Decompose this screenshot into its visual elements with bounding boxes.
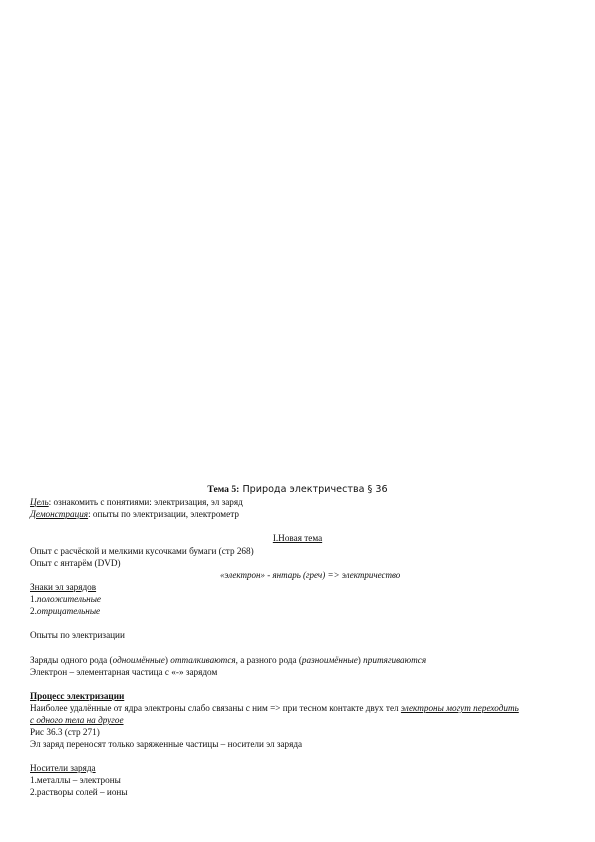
list-number: 1. [30,594,37,604]
demo-line [30,509,239,520]
experiment-comb: Опыт с расчёской и мелкими кусочками бумаги (стр 268) [30,546,254,556]
text-span: одноимённые [112,655,165,665]
process-line-1 [30,703,519,714]
text-span: ) [164,655,171,665]
goal-text: : ознакомить с понятиями: электризация, эл заряд [48,497,243,507]
text-span: ) [357,655,364,665]
etymology-line: «электрон» - янтарь (греч) => электричество [220,570,401,580]
experiments-line: Опыты по электризации [30,630,125,640]
electron-definition: Электрон – элементарная частица с «-» зарядом [30,667,218,677]
charge-signs-heading: Знаки эл зарядов [30,582,97,592]
charge-rule-line [30,655,426,666]
goal-line [30,497,243,508]
process-line-2: с одного тела на другое [30,715,124,725]
page-title [30,484,565,495]
text-span: Заряды одного рода ( [30,655,113,665]
charge-sign-negative [30,606,100,617]
experiment-amber: Опыт с янтарём (DVD) [30,558,121,568]
charge-sign-positive [30,594,101,605]
text-span: Наиболее удалённые от ядра электроны слабо связаны с ним => при тесном контакте двух тел [30,703,401,713]
title-label: Тема 5: [207,484,240,495]
list-number: 2. [30,606,37,616]
list-item-text: отрицательные [36,606,101,616]
section-heading-text: I.Новая тема [272,533,323,543]
text-span: , а разного рода ( [235,655,302,665]
text-span: разноимённые [301,655,358,665]
text-span: отталкиваются [170,655,236,665]
carrier-salt-solutions: 2.растворы солей – ионы [30,787,128,797]
title-text: Природа электричества § 36 [242,484,388,495]
process-heading: Процесс электризации [30,691,125,701]
figure-reference: Рис 36.3 (стр 271) [30,727,100,737]
section-heading [30,533,565,544]
carriers-heading: Носители заряда [30,763,96,773]
text-span: притягиваются [363,655,427,665]
demo-label: Демонстрация [30,509,89,519]
goal-label: Цель [30,497,49,507]
document-page [30,0,565,842]
list-item-text: положительные [36,594,102,604]
charge-transfer-line: Эл заряд переносят только заряженные частицы – носители эл заряда [30,739,303,749]
demo-text: : опыты по электризации, электрометр [88,509,239,519]
text-span: электроны могут переходить [400,703,519,713]
carrier-metals: 1.металлы – электроны [30,775,121,785]
